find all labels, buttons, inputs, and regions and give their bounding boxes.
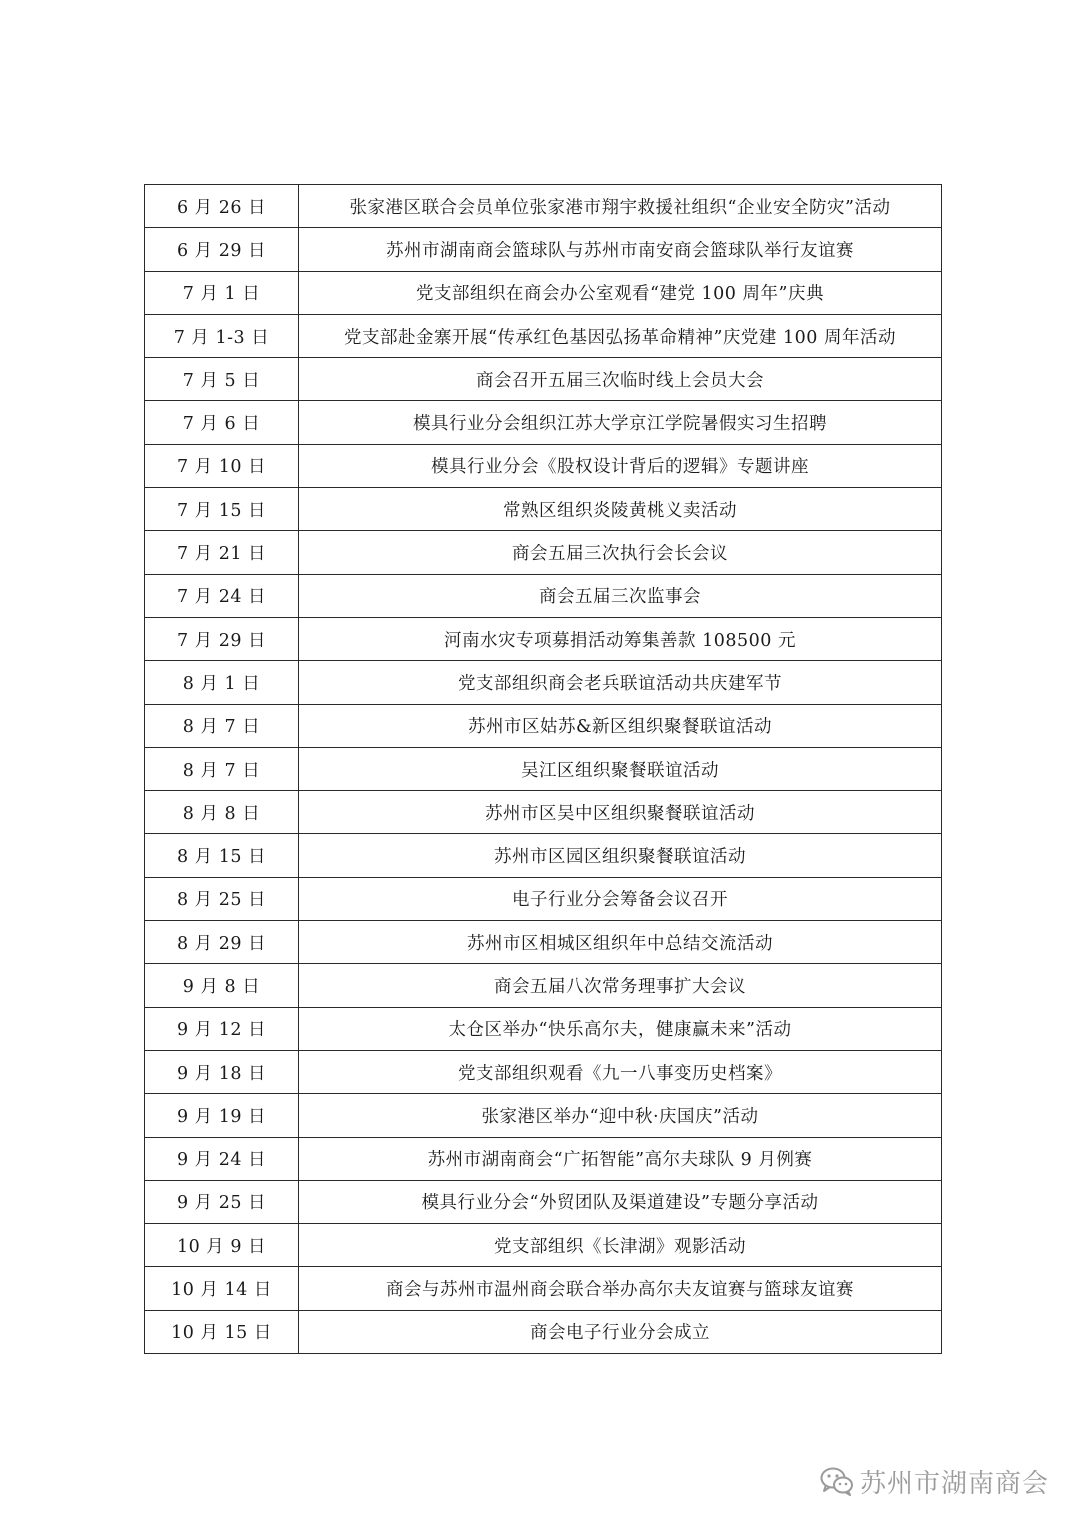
event-description-cell: 电子行业分会筹备会议召开 (299, 877, 942, 920)
event-description-cell: 苏州市区姑苏&新区组织聚餐联谊活动 (299, 704, 942, 747)
event-description-cell: 苏州市湖南商会“广拓智能”高尔夫球队 9 月例赛 (299, 1137, 942, 1180)
table-row (145, 791, 942, 834)
event-date-cell: 9 月 12 日 (145, 1007, 299, 1050)
event-date-cell: 8 月 7 日 (145, 747, 299, 790)
event-date-cell: 10 月 9 日 (145, 1224, 299, 1267)
event-date-cell: 7 月 21 日 (145, 531, 299, 574)
event-date-cell: 9 月 18 日 (145, 1050, 299, 1093)
table-row (145, 877, 942, 920)
table-row (145, 964, 942, 1007)
table-row (145, 1224, 942, 1267)
table-row (145, 271, 942, 314)
table-row (145, 228, 942, 271)
table-row (145, 1310, 942, 1353)
event-date-cell: 7 月 24 日 (145, 574, 299, 617)
event-date-cell: 7 月 5 日 (145, 358, 299, 401)
table-row (145, 444, 942, 487)
event-description-cell: 苏州市区相城区组织年中总结交流活动 (299, 921, 942, 964)
event-description-cell: 模具行业分会“外贸团队及渠道建设”专题分享活动 (299, 1180, 942, 1223)
event-date-cell: 9 月 8 日 (145, 964, 299, 1007)
watermark (820, 1463, 1049, 1499)
event-description-cell: 苏州市区吴中区组织聚餐联谊活动 (299, 791, 942, 834)
event-description-cell: 商会召开五届三次临时线上会员大会 (299, 358, 942, 401)
event-date-cell: 7 月 6 日 (145, 401, 299, 444)
table-row (145, 921, 942, 964)
event-description-cell: 党支部组织《长津湖》观影活动 (299, 1224, 942, 1267)
event-date-cell: 8 月 25 日 (145, 877, 299, 920)
event-date-cell: 10 月 14 日 (145, 1267, 299, 1310)
event-description-cell: 张家港区举办“迎中秋·庆国庆”活动 (299, 1094, 942, 1137)
event-description-cell: 党支部组织在商会办公室观看“建党 100 周年”庆典 (299, 271, 942, 314)
event-description-cell: 商会五届三次监事会 (299, 574, 942, 617)
event-description-cell: 党支部组织观看《九一八事变历史档案》 (299, 1050, 942, 1093)
event-description-cell: 苏州市区园区组织聚餐联谊活动 (299, 834, 942, 877)
event-description-cell: 常熟区组织炎陵黄桃义卖活动 (299, 488, 942, 531)
table-row (145, 704, 942, 747)
watermark-text: 苏州市湖南商会 (860, 1468, 1050, 1499)
event-date-cell: 7 月 29 日 (145, 617, 299, 660)
event-description-cell: 苏州市湖南商会篮球队与苏州市南安商会篮球队举行友谊赛 (299, 228, 942, 271)
table-row (145, 574, 942, 617)
table-row (145, 1007, 942, 1050)
event-description-cell: 河南水灾专项募捐活动筹集善款 108500 元 (299, 617, 942, 660)
event-date-cell: 8 月 8 日 (145, 791, 299, 834)
table-row (145, 1094, 942, 1137)
event-description-cell: 商会与苏州市温州商会联合举办高尔夫友谊赛与篮球友谊赛 (299, 1267, 942, 1310)
event-description-cell: 模具行业分会《股权设计背后的逻辑》专题讲座 (299, 444, 942, 487)
table-row (145, 314, 942, 357)
event-description-cell: 商会电子行业分会成立 (299, 1310, 942, 1353)
event-date-cell: 7 月 10 日 (145, 444, 299, 487)
event-description-cell: 模具行业分会组织江苏大学京江学院暑假实习生招聘 (299, 401, 942, 444)
table-row (145, 401, 942, 444)
table-row (145, 531, 942, 574)
table-row (145, 185, 942, 228)
event-date-cell: 6 月 26 日 (145, 185, 299, 228)
event-description-cell: 党支部组织商会老兵联谊活动共庆建军节 (299, 661, 942, 704)
event-date-cell: 10 月 15 日 (145, 1310, 299, 1353)
event-date-cell: 7 月 15 日 (145, 488, 299, 531)
table-row (145, 1137, 942, 1180)
wechat-icon (820, 1466, 854, 1496)
table-row (145, 747, 942, 790)
table-row (145, 1180, 942, 1223)
events-table-body (145, 185, 942, 1354)
event-date-cell: 8 月 29 日 (145, 921, 299, 964)
event-date-cell: 6 月 29 日 (145, 228, 299, 271)
table-row (145, 661, 942, 704)
event-date-cell: 8 月 1 日 (145, 661, 299, 704)
event-description-cell: 党支部赴金寨开展“传承红色基因弘扬革命精神”庆党建 100 周年活动 (299, 314, 942, 357)
table-row (145, 617, 942, 660)
event-date-cell: 7 月 1-3 日 (145, 314, 299, 357)
event-description-cell: 太仓区举办“快乐高尔夫，健康赢未来”活动 (299, 1007, 942, 1050)
event-description-cell: 张家港区联合会员单位张家港市翔宇救援社组织“企业安全防灾”活动 (299, 185, 942, 228)
event-date-cell: 8 月 15 日 (145, 834, 299, 877)
table-row (145, 488, 942, 531)
events-table (144, 184, 942, 1354)
event-description-cell: 商会五届三次执行会长会议 (299, 531, 942, 574)
table-row (145, 1267, 942, 1310)
event-date-cell: 9 月 19 日 (145, 1094, 299, 1137)
event-date-cell: 9 月 24 日 (145, 1137, 299, 1180)
event-description-cell: 吴江区组织聚餐联谊活动 (299, 747, 942, 790)
table-row (145, 358, 942, 401)
event-date-cell: 9 月 25 日 (145, 1180, 299, 1223)
table-row (145, 834, 942, 877)
event-date-cell: 7 月 1 日 (145, 271, 299, 314)
event-description-cell: 商会五届八次常务理事扩大会议 (299, 964, 942, 1007)
event-date-cell: 8 月 7 日 (145, 704, 299, 747)
table-row (145, 1050, 942, 1093)
